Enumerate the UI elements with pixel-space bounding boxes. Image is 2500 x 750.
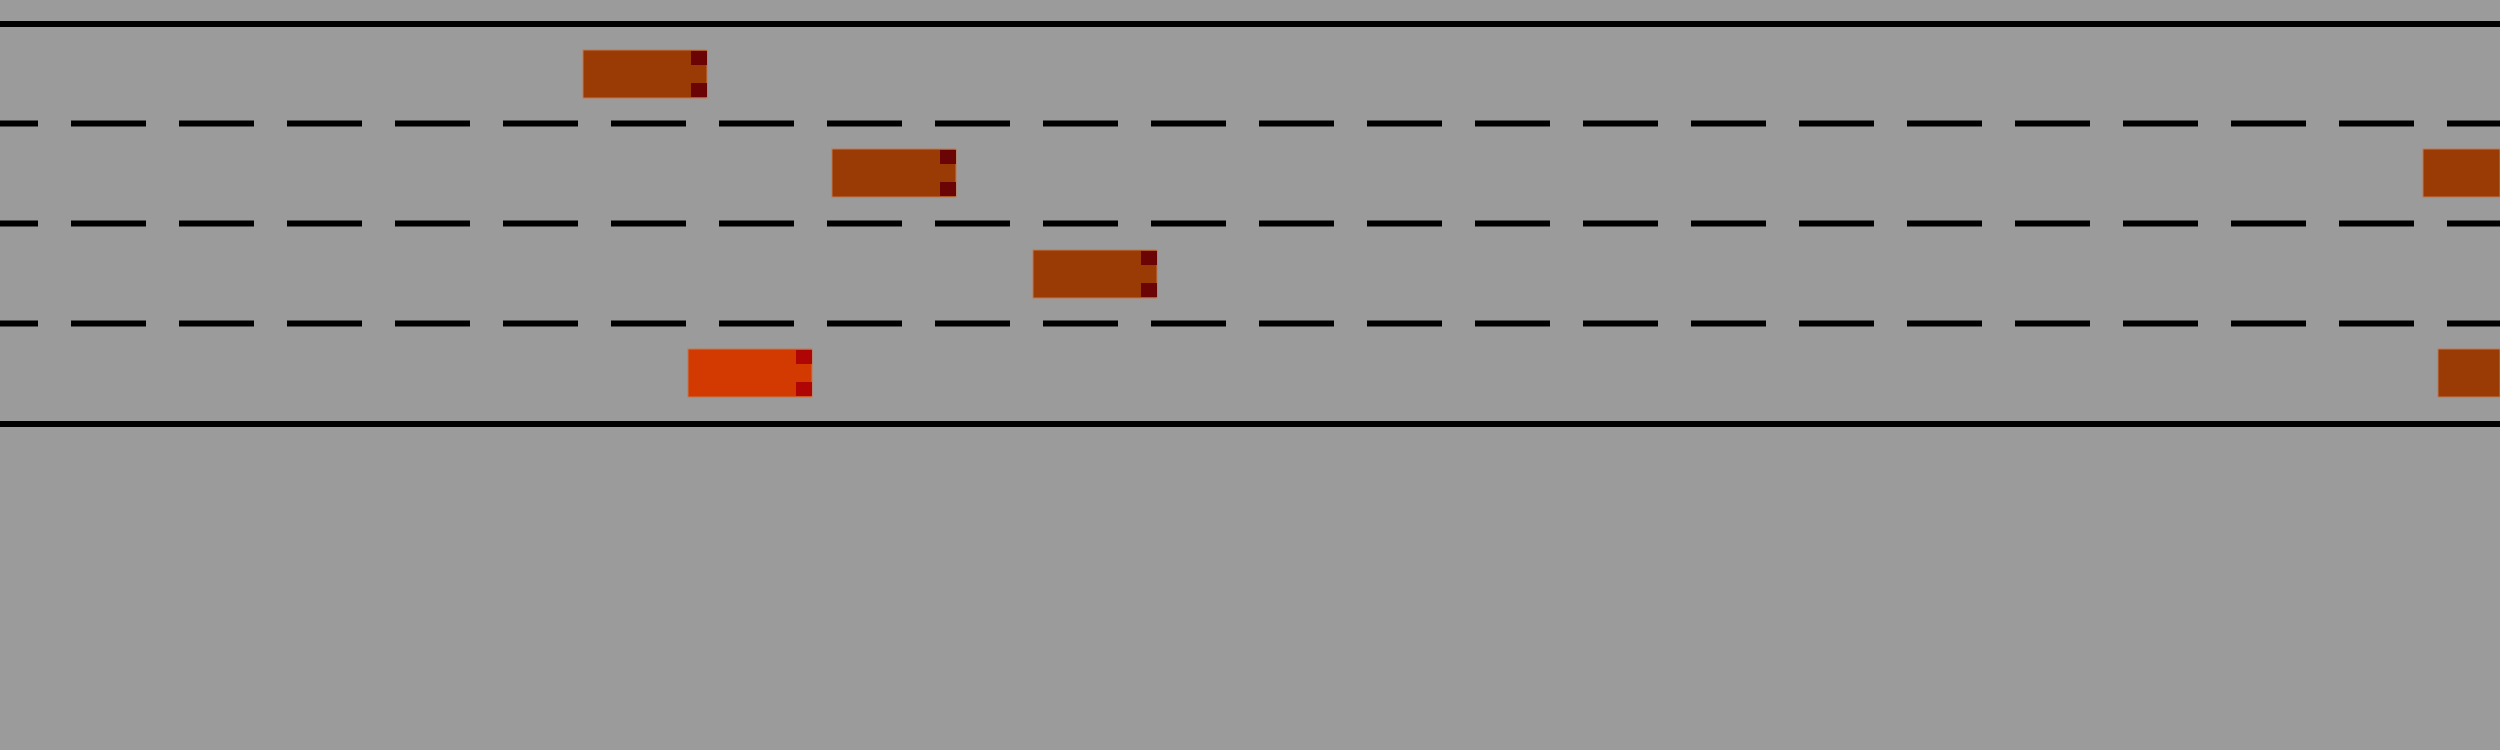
vehicle-body xyxy=(832,149,956,197)
vehicle-car-6 xyxy=(2438,349,2500,397)
vehicle-car-5-ego xyxy=(688,349,812,397)
vehicle-headlight-left xyxy=(796,350,812,364)
road-top-boundary xyxy=(0,21,2500,27)
vehicle-headlight-left xyxy=(940,150,956,164)
vehicle-car-4 xyxy=(1033,250,1157,298)
vehicle-headlight-right xyxy=(691,83,707,97)
vehicle-body xyxy=(583,50,707,98)
vehicle-car-2 xyxy=(832,149,956,197)
vehicle-headlight-right xyxy=(796,382,812,396)
vehicle-car-3 xyxy=(2423,149,2500,197)
vehicle-body xyxy=(1033,250,1157,298)
vehicle-car-1 xyxy=(583,50,707,98)
vehicle-headlight-right xyxy=(1141,283,1157,297)
vehicle-headlight-right xyxy=(940,182,956,196)
vehicle-body xyxy=(688,349,812,397)
vehicle-body xyxy=(2438,349,2500,397)
road-bottom-boundary xyxy=(0,421,2500,427)
vehicle-body xyxy=(2423,149,2500,197)
vehicle-headlight-left xyxy=(1141,251,1157,265)
vehicle-headlight-left xyxy=(691,51,707,65)
